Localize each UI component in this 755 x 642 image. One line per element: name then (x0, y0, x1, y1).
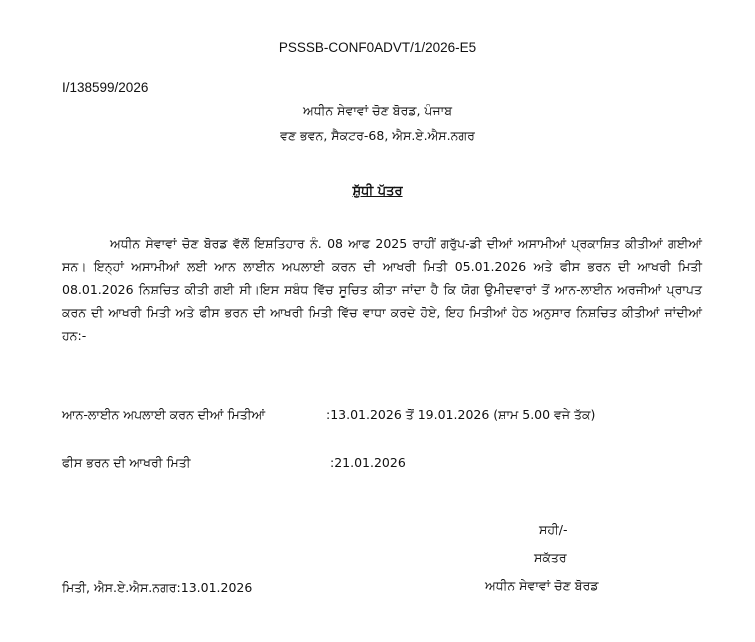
apply-dates-value: :13.01.2026 ਤੋਂ 19.01.2026 (ਸ਼ਾਮ 5.00 ਵਜੇ ਤੱਕ) (326, 407, 596, 422)
signatory-designation: ਸਕੱਤਰ (534, 550, 567, 565)
reference-number: PSSSB-CONF0ADVT/1/2026-E5 (278, 40, 477, 55)
document-subject: ਸ਼ੁੱਧੀ ਪੱਤਰ (352, 184, 403, 199)
board-name: ਅਧੀਨ ਸੇਵਾਵਾਂ ਚੋਣ ਬੋਰਡ, ਪੰਜਾਬ (303, 103, 452, 118)
file-number: I/138599/2026 (62, 80, 149, 95)
signatory-office: ਅਧੀਨ ਸੇਵਾਵਾਂ ਚੋਣ ਬੋਰਡ (485, 578, 599, 593)
fee-date-label: ਫੀਸ ਭਰਨ ਦੀ ਆਖਰੀ ਮਿਤੀ (62, 455, 191, 470)
body-paragraph: ਅਧੀਨ ਸੇਵਾਵਾਂ ਚੋਣ ਬੋਰਡ ਵੱਲੋਂ ਇਸ਼ਤਿਹਾਰ ਨੰ. 08 ਆਫ 2025 ਰਾਹੀਂ ਗਰੁੱਪ-ਡੀ ਦੀਆਂ ਅਸਾਮੀਆਂ ਪ੍ਰਕਾਸ਼ਿਤ ਕੀਤੀਆਂ ਗਈਆਂ ਸਨ। ਇਨ੍ਹਾਂ ਅਸਾਮੀਆਂ ਲਈ ਆਨ ਲਾਈਨ ਅਪਲਾਈ ਕਰਨ ਦੀ ਆਖਰੀ ਮਿਤੀ 05.01.2026 ਅਤੇ ਫੀਸ ਭਰਨ ਦੀ ਆਖਰੀ ਮਿਤੀ 08.01.2026 ਨਿਸ਼ਚਿਤ ਕੀਤੀ ਗਈ ਸੀ।ਇਸ ਸਬੰਧ ਵਿੱਚ ਸੂਚਿਤ ਕੀਤਾ ਜਾਂਦਾ ਹੈ ਕਿ ਯੋਗ ਉਮੀਦਵਾਰਾਂ ਤੋਂ ਆਨ-ਲਾਈਨ ਅਰਜੀਆਂ ਪ੍ਰਾਪਤ ਕਰਨ ਦੀ ਆਖਰੀ ਮਿਤੀ ਅਤੇ ਫੀਸ ਭਰਨ ਦੀ ਆਖਰੀ ਮਿਤੀ ਵਿੱਚ ਵਾਧਾ ਕਰਦੇ ਹੋਏ, ਇਹ ਮਿਤੀਆਂ ਹੇਠ ਅਨੁਸਾਰ ਨਿਸ਼ਚਿਤ ਕੀਤੀਆਂ ਜਾਂਦੀਆਂ ਹਨ:- (62, 236, 702, 343)
signature-mark: ਸਹੀ/- (539, 522, 568, 537)
place-date-line: ਮਿਤੀ, ਐਸ.ਏ.ਐਸ.ਨਗਰ:13.01.2026 (62, 580, 253, 595)
board-address: ਵਣ ਭਵਨ, ਸੈਕਟਰ-68, ਐਸ.ਏ.ਐਸ.ਨਗਰ (280, 128, 475, 143)
apply-dates-label: ਆਨ-ਲਾਈਨ ਅਪਲਾਈ ਕਰਨ ਦੀਆਂ ਮਿਤੀਆਂ (62, 407, 266, 422)
fee-date-value: :21.01.2026 (330, 455, 406, 470)
